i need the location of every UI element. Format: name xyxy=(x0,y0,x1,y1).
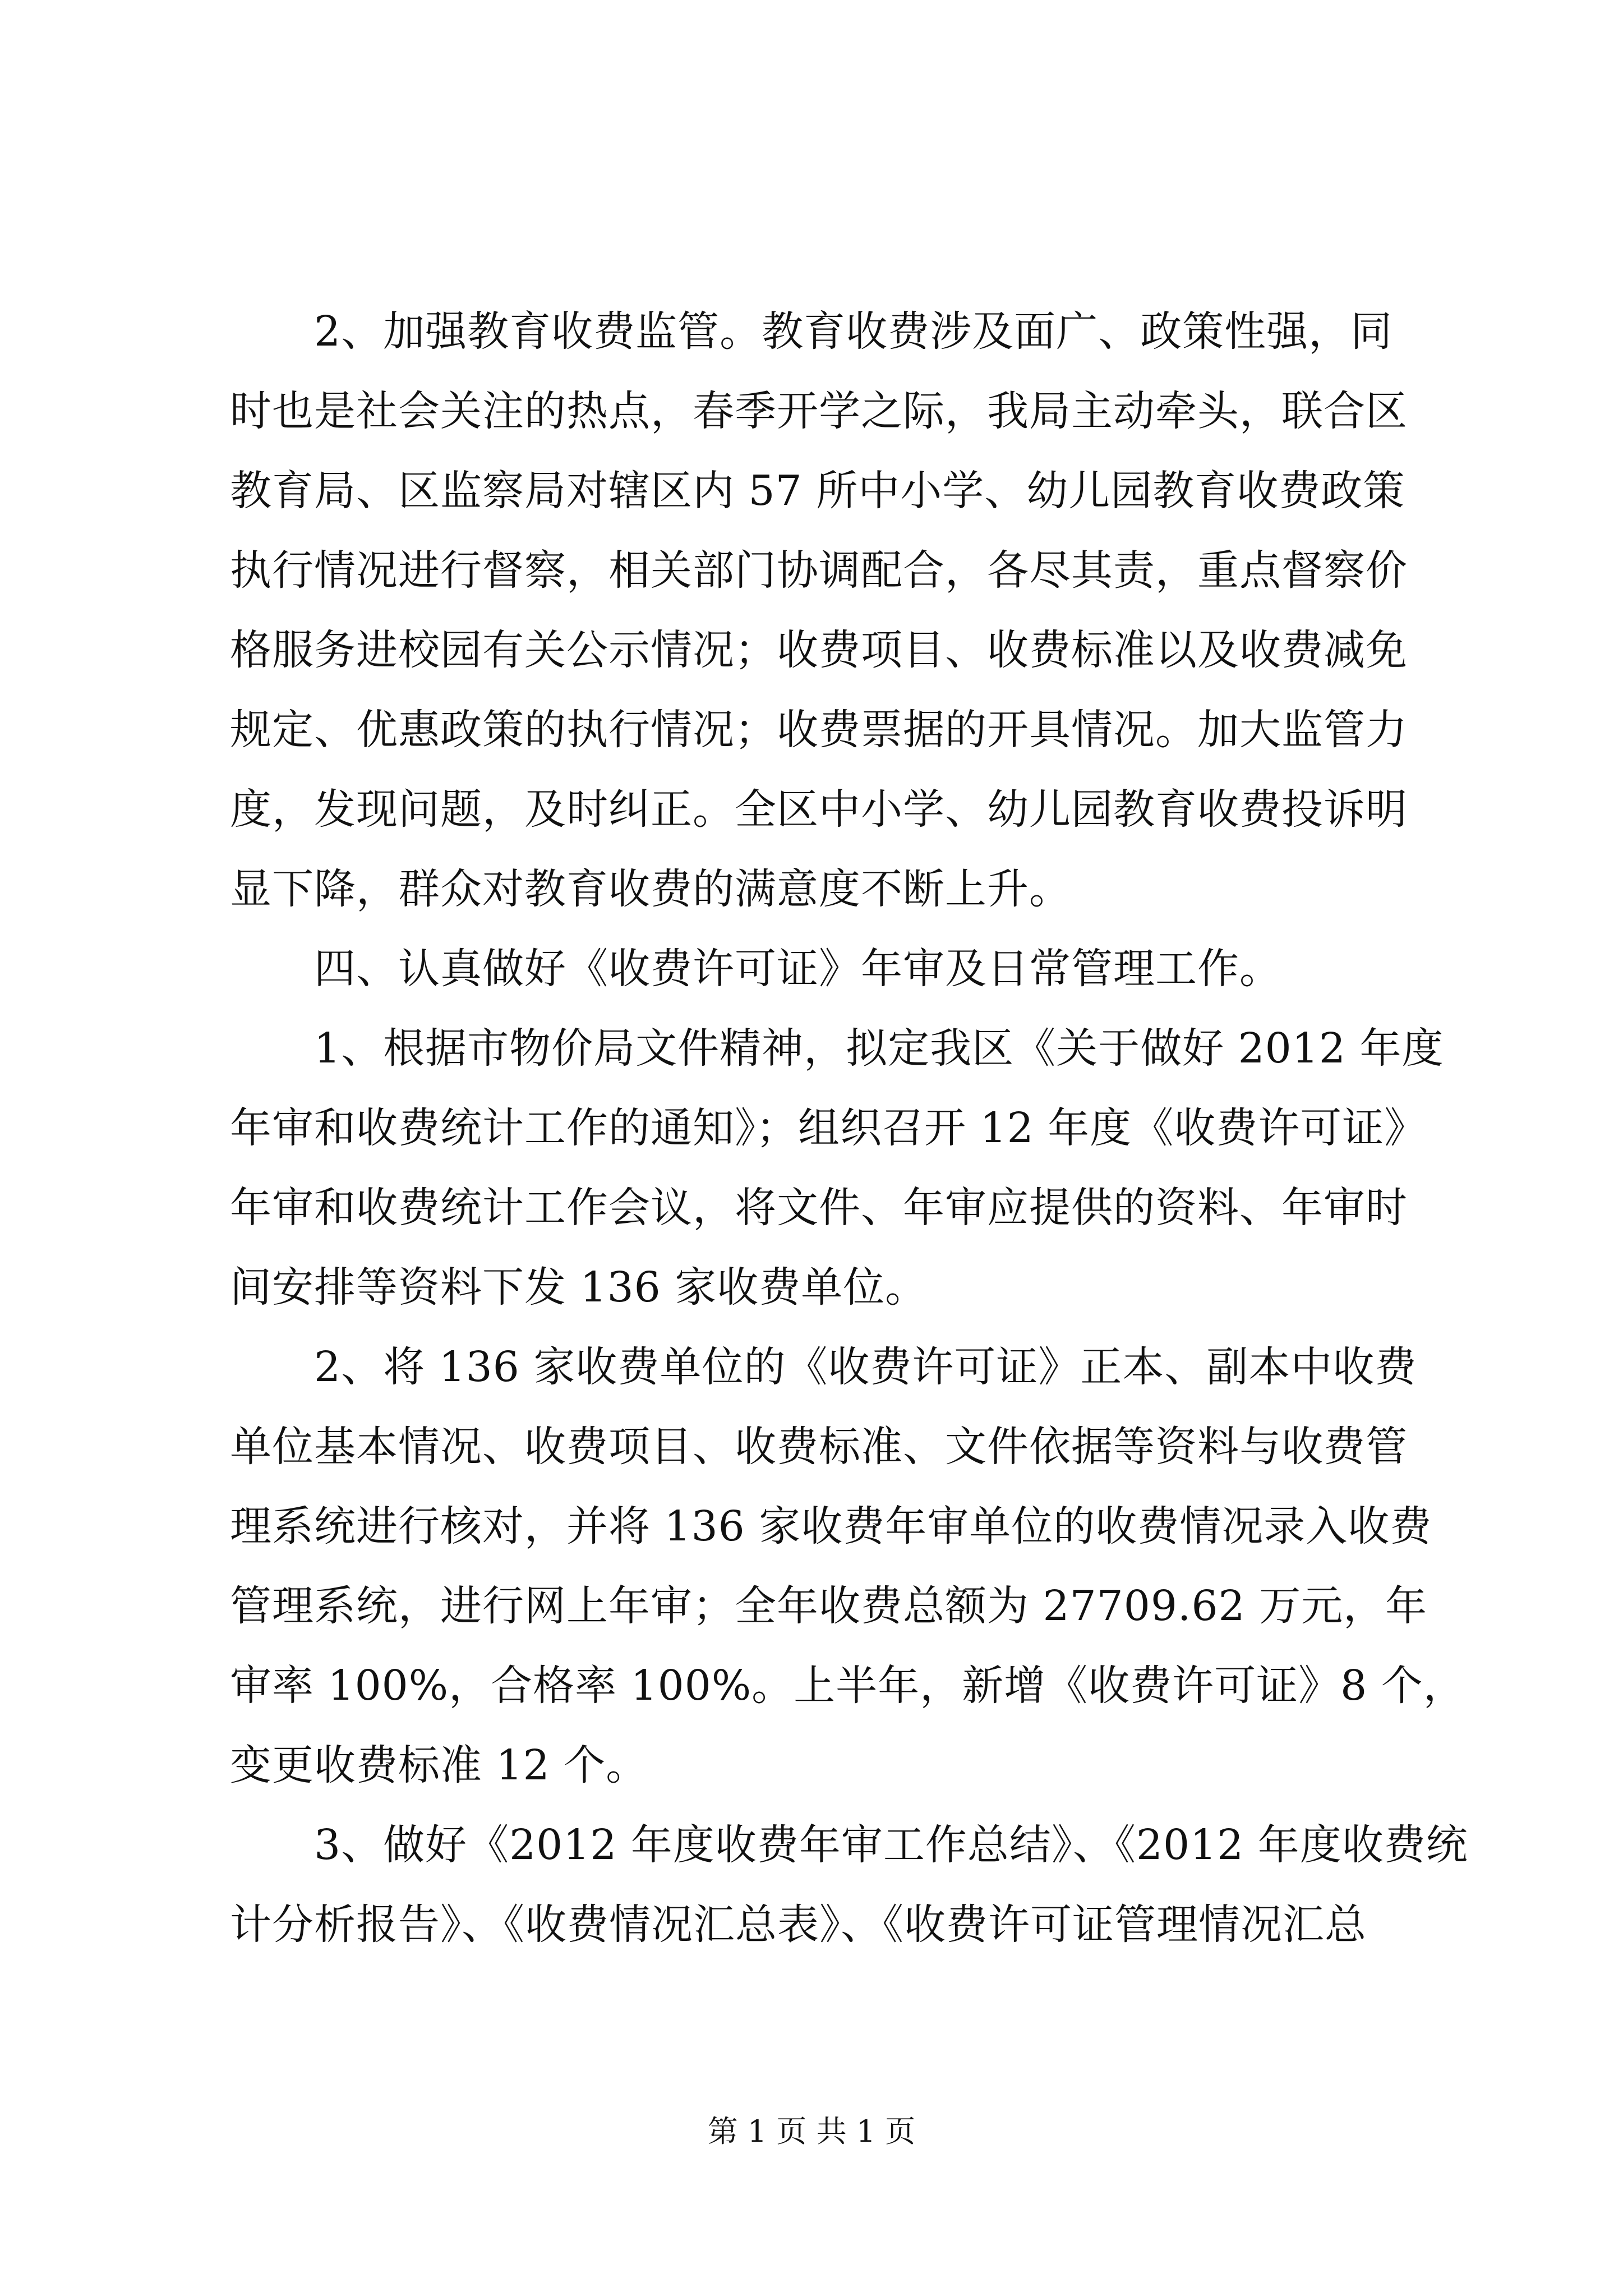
text-line: 单位基本情况、收费项目、收费标准、文件依据等资料与收费管 xyxy=(230,1423,1408,1471)
text-line: 间安排等资料下发 136 家收费单位。 xyxy=(230,1263,928,1312)
text-line: 2、将 136 家收费单位的《收费许可证》正本、副本中收费 xyxy=(230,1343,1417,1391)
text-line: 格服务进校园有关公示情况；收费项目、收费标准以及收费减免 xyxy=(230,626,1408,674)
text-line: 显下降，群众对教育收费的满意度不断上升。 xyxy=(230,865,1071,913)
text-line: 管理系统，进行网上年审；全年收费总额为 27709.62 万元，年 xyxy=(230,1582,1428,1630)
text-line: 规定、优惠政策的执行情况；收费票据的开具情况。加大监管力 xyxy=(230,706,1408,754)
text-line: 变更收费标准 12 个。 xyxy=(230,1741,648,1789)
section-heading: 四、认真做好《收费许可证》年审及日常管理工作。 xyxy=(230,945,1281,993)
page-footer: 第 1 页 共 1 页 xyxy=(707,2114,916,2149)
text-line: 年审和收费统计工作会议，将文件、年审应提供的资料、年审时 xyxy=(230,1184,1408,1232)
text-line: 2、加强教育收费监管。教育收费涉及面广、政策性强，同 xyxy=(230,307,1393,356)
text-line: 度，发现问题，及时纠正。全区中小学、幼儿园教育收费投诉明 xyxy=(230,785,1408,834)
text-line: 审率 100%，合格率 100%。上半年，新增《收费许可证》8 个， xyxy=(230,1662,1465,1710)
text-line: 时也是社会关注的热点，春季开学之际，我局主动牵头，联合区 xyxy=(230,387,1408,435)
text-line: 计分析报告》、《收费情况汇总表》、《收费许可证管理情况汇总 xyxy=(230,1901,1367,1949)
text-line: 3、做好《2012 年度收费年审工作总结》、《2012 年度收费统 xyxy=(230,1821,1468,1869)
document-body xyxy=(230,292,1468,1964)
text-line: 1、根据市物价局文件精神，拟定我区《关于做好 2012 年度 xyxy=(230,1024,1444,1073)
text-line: 理系统进行核对，并将 136 家收费年审单位的收费情况录入收费 xyxy=(230,1502,1432,1550)
text-line: 执行情况进行督察，相关部门协调配合，各尽其责，重点督察价 xyxy=(230,546,1408,595)
text-line: 年审和收费统计工作的通知》；组织召开 12 年度《收费许可证》 xyxy=(230,1104,1427,1152)
text-line: 教育局、区监察局对辖区内 57 所中小学、幼儿园教育收费政策 xyxy=(230,467,1405,515)
